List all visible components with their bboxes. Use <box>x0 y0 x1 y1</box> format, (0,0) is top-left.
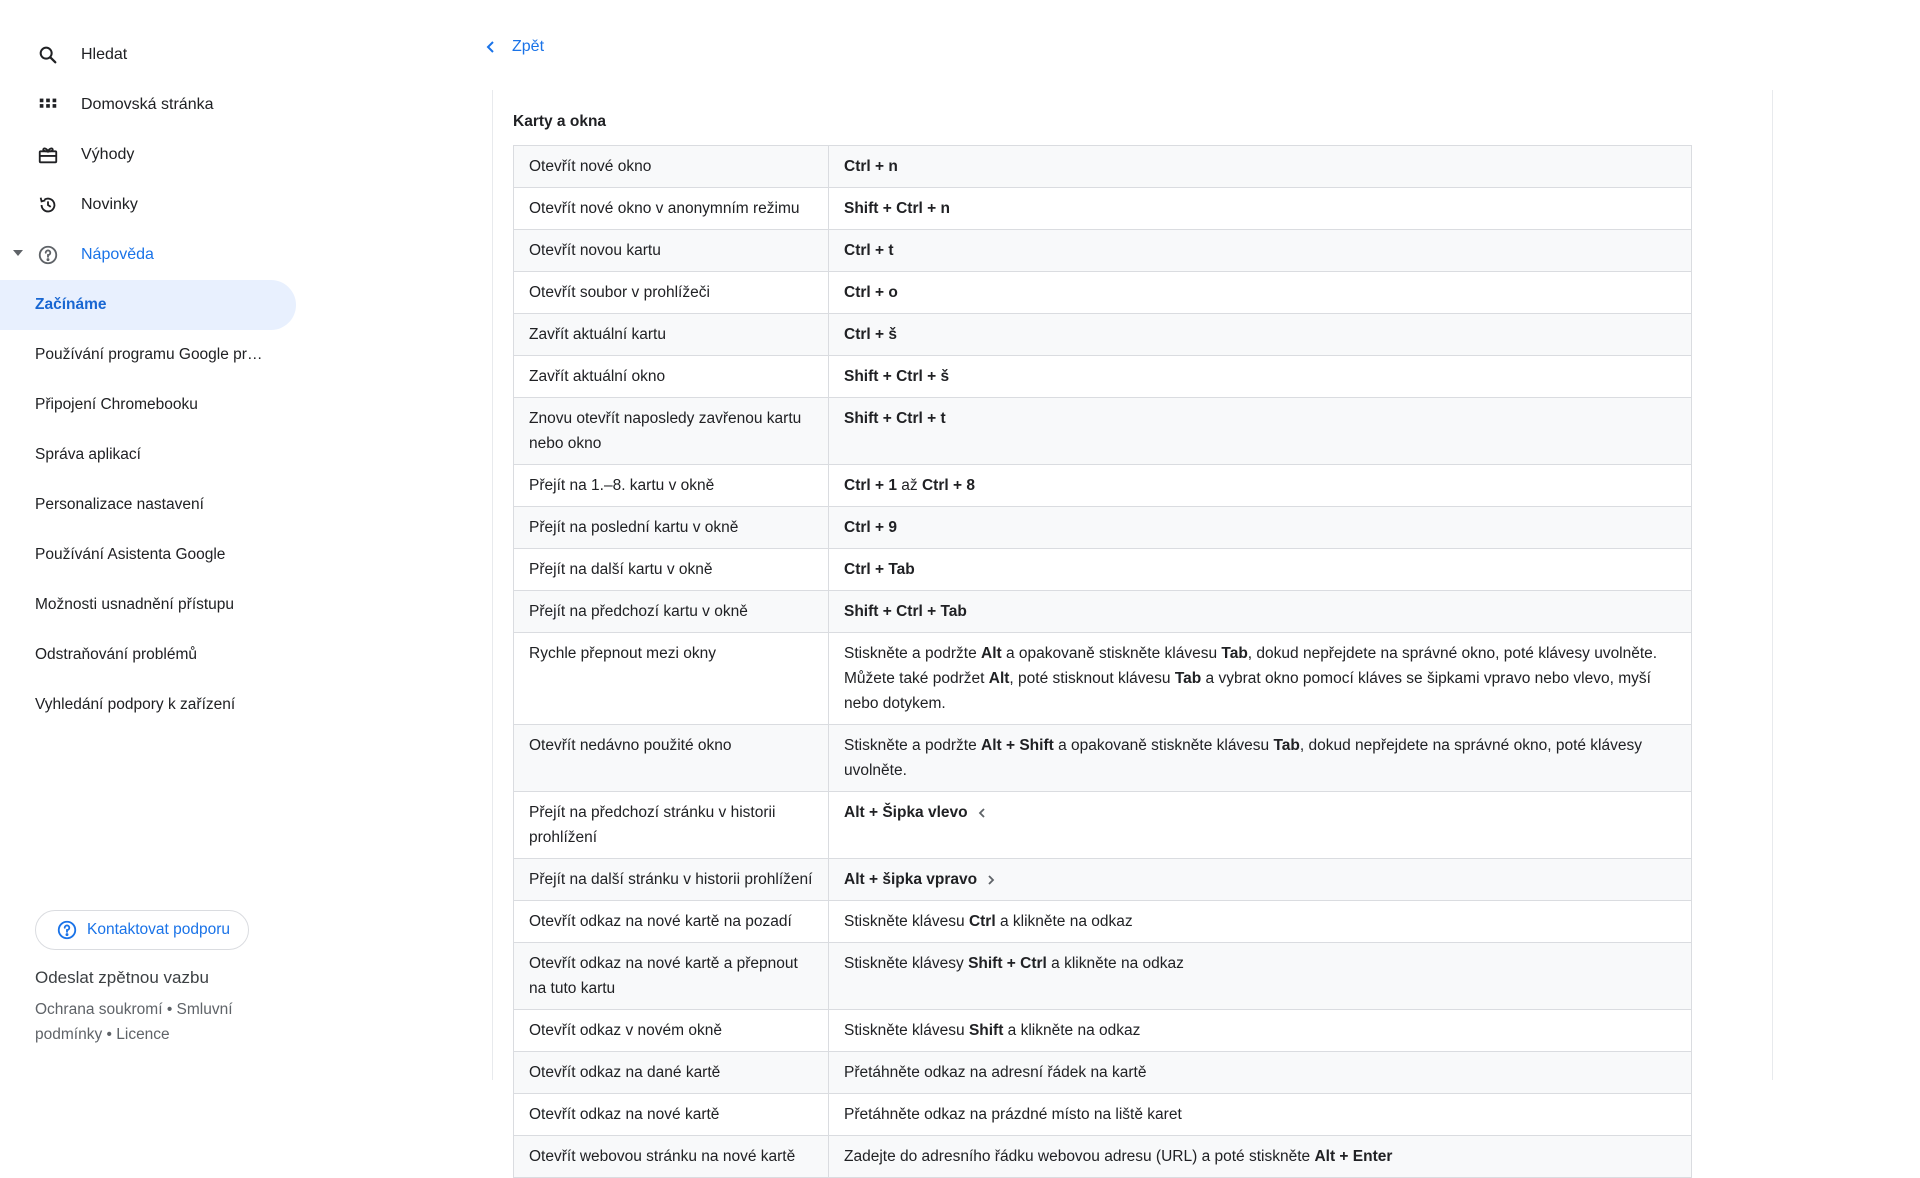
shortcut-keys <box>829 314 1692 356</box>
key-combo: Alt + šipka vpravo <box>844 871 978 888</box>
key-text: Přetáhněte odkaz na prázdné místo na liště karet <box>844 1106 1182 1123</box>
license-link[interactable]: Licence <box>116 1026 170 1043</box>
key-text: Zadejte do adresního řádku webovou adresu (URL) a poté stiskněte <box>844 1148 1315 1165</box>
table-row <box>514 272 1692 314</box>
sidebar-subitem-troubleshoot[interactable] <box>0 630 296 680</box>
sidebar-subitem-label: Používání programu Google pr… <box>35 346 263 363</box>
shortcut-action: Otevřít odkaz na dané kartě <box>514 1052 829 1094</box>
shortcuts-table <box>513 145 1692 1178</box>
shortcut-action: Otevřít odkaz na nové kartě <box>514 1094 829 1136</box>
sidebar-subitem-device-support[interactable] <box>0 680 296 730</box>
sidebar-item-label: Výhody <box>81 146 135 163</box>
sidebar-subitem-assistant[interactable] <box>0 530 296 580</box>
sidebar-subitem-label: Připojení Chromebooku <box>35 396 198 413</box>
shortcut-keys <box>829 591 1692 633</box>
help-icon <box>36 243 60 267</box>
table-row <box>514 465 1692 507</box>
table-row <box>514 398 1692 465</box>
shortcut-action: Zavřít aktuální okno <box>514 356 829 398</box>
key-combo: Shift + Ctrl <box>968 955 1047 972</box>
key-combo: Shift + Ctrl + š <box>844 368 950 385</box>
table-row <box>514 1094 1692 1136</box>
sidebar-subitem-apps[interactable] <box>0 430 296 480</box>
separator: • <box>166 1001 177 1018</box>
shortcut-keys <box>829 549 1692 591</box>
table-row <box>514 901 1692 943</box>
shortcut-keys <box>829 901 1692 943</box>
shortcut-keys <box>829 465 1692 507</box>
chevron-left-icon <box>484 40 498 54</box>
shortcut-keys <box>829 1052 1692 1094</box>
shortcut-action: Znovu otevřít naposledy zavřenou kartu nebo okno <box>514 398 829 465</box>
sidebar-item-search[interactable] <box>0 30 300 80</box>
contact-support-label: Kontaktovat podporu <box>87 921 231 938</box>
key-text: a klikněte na odkaz <box>1003 1022 1141 1039</box>
shortcut-action: Otevřít soubor v prohlížeči <box>514 272 829 314</box>
sidebar-nav <box>0 30 300 730</box>
key-combo: Alt + Šipka vlevo <box>844 804 968 821</box>
table-row <box>514 549 1692 591</box>
table-row <box>514 507 1692 549</box>
key-text: Stiskněte a podržte <box>844 737 981 754</box>
chevron-left-icon <box>976 807 988 819</box>
key-text: a opakovaně stiskněte klávesu <box>1053 737 1274 754</box>
shortcut-action: Otevřít webovou stránku na nové kartě <box>514 1136 829 1178</box>
key-combo: Ctrl + Tab <box>844 561 915 578</box>
shortcut-action: Otevřít nové okno <box>514 146 829 188</box>
shortcut-keys <box>829 356 1692 398</box>
key-combo: Ctrl + 1 <box>844 477 897 494</box>
key-text: , dokud nepřejdete na správné okno, poté klávesy uvolněte. <box>844 737 1642 779</box>
sidebar-subitem-label: Odstraňování problémů <box>35 646 197 663</box>
shortcut-action: Přejít na poslední kartu v okně <box>514 507 829 549</box>
section-title: Karty a okna <box>513 113 607 130</box>
shortcut-action: Otevřít nedávno použité okno <box>514 725 829 792</box>
content-divider <box>1772 90 1773 1080</box>
sidebar-subitem-accessibility[interactable] <box>0 580 296 630</box>
key-text: Stiskněte klávesu <box>844 1022 969 1039</box>
key-combo: Ctrl <box>968 913 996 930</box>
history-icon <box>36 193 60 217</box>
shortcut-action: Otevřít novou kartu <box>514 230 829 272</box>
sidebar-item-label: Nápověda <box>81 246 154 263</box>
sidebar-subitem-label: Správa aplikací <box>35 446 141 463</box>
shortcut-keys <box>829 725 1692 792</box>
shortcut-action: Otevřít odkaz na nové kartě na pozadí <box>514 901 829 943</box>
table-row <box>514 1010 1692 1052</box>
key-combo: Shift + Ctrl + t <box>844 410 946 427</box>
sidebar-item-help[interactable] <box>0 230 300 280</box>
sidebar <box>0 0 300 1080</box>
key-combo: Ctrl + 8 <box>921 477 975 494</box>
table-row <box>514 792 1692 859</box>
shortcut-keys <box>829 272 1692 314</box>
shortcut-keys <box>829 943 1692 1010</box>
shortcut-keys <box>829 1094 1692 1136</box>
key-combo: Ctrl + 9 <box>844 519 897 536</box>
key-combo: Ctrl + š <box>844 326 897 343</box>
key-combo: Shift + Ctrl + Tab <box>844 603 967 620</box>
send-feedback-link[interactable]: Odeslat zpětnou vazbu <box>35 968 209 987</box>
sidebar-subitem-label: Vyhledání podpory k zařízení <box>35 696 236 713</box>
sidebar-item-news[interactable] <box>0 180 300 230</box>
key-text: a vybrat okno pomocí kláves se šipkami vpravo nebo vlevo, myší nebo dotykem. <box>844 670 1651 712</box>
key-combo: Tab <box>1221 645 1248 662</box>
sidebar-subitem-label: Používání Asistenta Google <box>35 546 226 563</box>
key-combo: Ctrl + o <box>844 284 898 301</box>
grid-icon <box>36 93 60 117</box>
key-combo: Alt <box>988 670 1010 687</box>
key-text: a klikněte na odkaz <box>995 913 1133 930</box>
table-row <box>514 146 1692 188</box>
key-text: , poté stisknout klávesu <box>1009 670 1175 687</box>
shortcut-keys <box>829 146 1692 188</box>
table-row <box>514 188 1692 230</box>
key-text: Stiskněte klávesy <box>844 955 969 972</box>
key-text: a opakovaně stiskněte klávesu <box>1001 645 1222 662</box>
sidebar-subitem-label: Personalizace nastavení <box>35 496 204 513</box>
key-combo: Alt <box>981 645 1002 662</box>
privacy-link[interactable]: Ochrana soukromí <box>35 1001 163 1018</box>
sidebar-subitem-label: Začínáme <box>35 296 107 313</box>
shortcut-keys <box>829 230 1692 272</box>
shortcut-action: Přejít na 1.–8. kartu v okně <box>514 465 829 507</box>
key-combo: Tab <box>1174 670 1202 687</box>
shortcut-keys <box>829 398 1692 465</box>
shortcut-action: Otevřít nové okno v anonymním režimu <box>514 188 829 230</box>
key-text: až <box>896 477 922 494</box>
table-row <box>514 1052 1692 1094</box>
key-combo: Alt + Shift <box>981 737 1054 754</box>
shortcut-action: Přejít na předchozí kartu v okně <box>514 591 829 633</box>
table-row <box>514 314 1692 356</box>
contact-support-button[interactable] <box>35 910 249 950</box>
chevron-right-icon <box>985 874 997 886</box>
content-divider <box>492 90 493 1080</box>
key-combo: Shift + Ctrl + n <box>844 200 950 217</box>
shortcut-keys <box>829 633 1692 725</box>
table-row <box>514 943 1692 1010</box>
back-label: Zpět <box>512 38 545 55</box>
legal-links <box>35 997 275 1047</box>
key-combo: Alt + Enter <box>1314 1148 1393 1165</box>
key-combo: Tab <box>1273 737 1300 754</box>
shortcut-action: Přejít na další stránku v historii prohlížení <box>514 859 829 901</box>
shortcut-keys <box>829 1010 1692 1052</box>
key-text: Stiskněte klávesu <box>844 913 969 930</box>
sidebar-subitem-using-google[interactable] <box>0 330 296 380</box>
shortcut-keys <box>829 859 1692 901</box>
sidebar-subitem-personalize[interactable] <box>0 480 296 530</box>
key-combo: Ctrl + t <box>844 242 894 259</box>
terms-link[interactable]: Smluvní podmínky <box>35 1001 233 1043</box>
sidebar-item-perks[interactable] <box>0 130 300 180</box>
shortcut-action: Přejít na předchozí stránku v historii prohlížení <box>514 792 829 859</box>
search-icon <box>36 43 60 67</box>
key-combo: Shift <box>968 1022 1004 1039</box>
key-text: a klikněte na odkaz <box>1046 955 1184 972</box>
shortcut-keys <box>829 188 1692 230</box>
shortcut-keys <box>829 507 1692 549</box>
shortcut-keys <box>829 1136 1692 1178</box>
table-row <box>514 591 1692 633</box>
separator: • <box>106 1026 117 1043</box>
back-link[interactable] <box>484 38 544 56</box>
key-text: Přetáhněte odkaz na adresní řádek na kartě <box>844 1064 1147 1081</box>
table-row <box>514 633 1692 725</box>
key-combo: Ctrl + n <box>844 158 898 175</box>
shortcut-action: Zavřít aktuální kartu <box>514 314 829 356</box>
help-icon <box>56 919 78 941</box>
table-row <box>514 1136 1692 1178</box>
table-row <box>514 725 1692 792</box>
shortcut-action: Přejít na další kartu v okně <box>514 549 829 591</box>
sidebar-subitem-label: Možnosti usnadnění přístupu <box>35 596 235 613</box>
shortcut-action: Rychle přepnout mezi okny <box>514 633 829 725</box>
sidebar-subitem-connect[interactable] <box>0 380 296 430</box>
shortcut-keys <box>829 792 1692 859</box>
chevron-down-icon[interactable] <box>13 250 23 256</box>
sidebar-subitem-getting-started[interactable] <box>0 280 296 330</box>
sidebar-item-label: Hledat <box>81 46 128 63</box>
shortcut-action: Otevřít odkaz na nové kartě a přepnout na tuto kartu <box>514 943 829 1010</box>
table-row <box>514 356 1692 398</box>
sidebar-item-label: Novinky <box>81 196 138 213</box>
gift-icon <box>36 143 60 167</box>
key-text: , dokud nepřejdete na správné okno, poté klávesy uvolněte. Můžete také podržet <box>844 645 1658 687</box>
shortcut-action: Otevřít odkaz v novém okně <box>514 1010 829 1052</box>
key-text: Stiskněte a podržte <box>844 645 981 662</box>
table-row <box>514 859 1692 901</box>
sidebar-item-label: Domovská stránka <box>81 96 214 113</box>
sidebar-item-home[interactable] <box>0 80 300 130</box>
table-row <box>514 230 1692 272</box>
